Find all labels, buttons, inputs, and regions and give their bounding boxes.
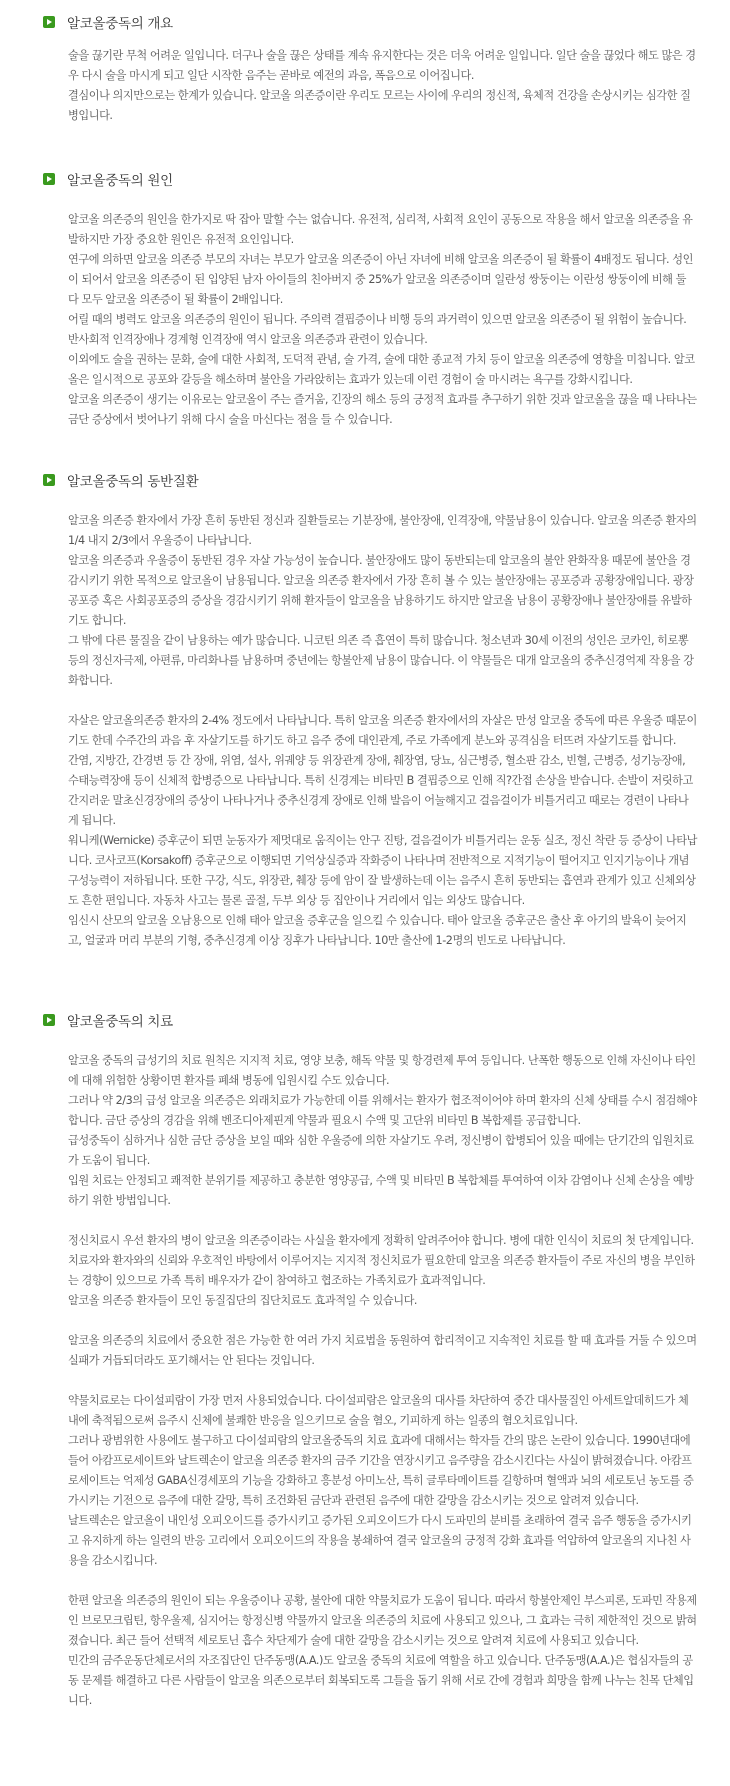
- green-arrow-bullet-icon: [43, 16, 55, 28]
- paragraph: 그러나 광범위한 사용에도 불구하고 다이설피람의 알코올중독의 치료 효과에 대해서는 학자들 간의 많은 논란이 있습니다. 1990년대에 들어 아캄프로세이트와 날트렉손이 알코올 의존증 환자의 금주 기간을 연장시키고 음주량을 감소시킨다는 사실이 밝혀졌습니다. 아캄프로세이트는 억제성 GABA신경세포의 기능을 강화하고 흥분성 아미노산, 특히 글루타메이트를 길항하며 혈액과 뇌의 세로토닌 농도를 증가시키는 기전으로 음주에 대한 갈망, 특히 조건화된 금단과 관련된 음주에 대한 갈망을 감소시키는 것으로 알려져 있습니다.: [68, 1434, 694, 1507]
- paragraph-gap: [68, 691, 698, 711]
- paragraph-gap: [68, 1371, 698, 1391]
- paragraph: 알코올 의존증 환자에서 가장 흔히 동반된 정신과 질환들로는 기분장애, 불안장애, 인격장애, 약물남용이 있습니다. 알코올 의존증 환자의 1/4 내지 2/3에서 우울증이 나타납니다.: [68, 514, 697, 547]
- section-heading: [43, 13, 173, 31]
- paragraph: 한편 알코올 의존증의 원인이 되는 우울증이나 공황, 불안에 대한 약물치료가 도움이 됩니다. 따라서 항불안제인 부스피론, 도파민 작용제인 브로모크립틴, 항우울제, 심지어는 항정신병 약물까지 알코올 의존증의 치료에 사용되고 있으나, 그 효과는 극히 제한적인 것으로 밝혀졌습니다. 최근 들어 선택적 세로토닌 흡수 차단제가 술에 대한 갈망을 감소시키는 것으로 알려져 치료에 사용되고 있습니다.: [68, 1594, 697, 1647]
- paragraph: 간염, 지방간, 간경변 등 간 장애, 위염, 설사, 위궤양 등 위장관계 장애, 췌장염, 당뇨, 심근병증, 혈소판 감소, 빈혈, 근병증, 성기능장애, 수태능력장애 등이 신체적 합병증으로 나타납니다. 특히 신경계는 비타민 B 결핍증으로 인해 직?간접 손상을 받습니다. 손발이 저릿하고 간지러운 말초신경장애의 증상이 나타나거나 중추신경계 장애로 인해 발음이 어눌해지고 걸음걸이가 비틀거리고 때로는 경련이 나타나게 됩니다.: [68, 754, 693, 827]
- paragraph: 알코올 의존증이 생기는 이유로는 알코올이 주는 즐거움, 긴장의 해소 등의 긍정적 효과를 추구하기 위한 것과 알코올을 끊을 때 나타나는 금단 증상에서 벗어나기 위해 다시 술을 마신다는 점을 들 수 있습니다.: [68, 393, 697, 426]
- paragraph: 알코올 의존증 환자들이 모인 동질집단의 집단치료도 효과적일 수 있습니다.: [68, 1294, 418, 1307]
- paragraph: 임신시 산모의 알코올 오남용으로 인해 태아 알코올 증후군을 일으킬 수 있습니다. 태아 알코올 증후군은 출산 후 아기의 발육이 늦어지고, 얼굴과 머리 부분의 기형, 중추신경계 이상 징후가 나타납니다. 10만 출산에 1-2명의 빈도로 나타납니다.: [68, 914, 687, 947]
- paragraph: 정신치료시 우선 환자의 병이 알코올 의존증이라는 사실을 환자에게 정확히 알려주어야 합니다. 병에 대한 인식이 치료의 첫 단계입니다. 치료자와 환자와의 신뢰와 우호적인 바탕에서 이루어지는 지지적 정신치료가 필요한데 알코올 의존증 환자들이 주로 자신의 병을 부인하는 경향이 있으므로 가족 특히 배우자가 같이 참여하고 협조하는 가족치료가 효과적입니다.: [68, 1234, 695, 1287]
- paragraph-gap: [68, 1311, 698, 1331]
- paragraph: 약물치료로는 다이설피람이 가장 먼저 사용되었습니다. 다이설피람은 알코올의 대사를 차단하여 중간 대사물질인 아세트알데히드가 체내에 축적됨으로써 음주시 신체에 불쾌한 반응을 일으키므로 술을 혐오, 기피하게 하는 일종의 혐오치료입니다.: [68, 1394, 689, 1427]
- section-title: 알코올중독의 동반질환: [67, 474, 199, 490]
- paragraph-gap: [68, 1571, 698, 1591]
- paragraph: 입원 치료는 안정되고 쾌적한 분위기를 제공하고 충분한 영양공급, 수액 및 비타민 B 복합체를 투여하여 이차 감염이나 신체 손상을 예방하기 위한 방법입니다.: [68, 1174, 694, 1207]
- paragraph: 어릴 때의 병력도 알코올 의존증의 원인이 됩니다. 주의력 결핍증이나 비행 등의 과거력이 있으면 알코올 의존증이 될 위험이 높습니다. 반사회적 인격장애나 경계형 인격장애 역시 알코올 의존증과 관련이 있습니다.: [68, 313, 687, 346]
- paragraph: 알코올 의존증과 우울증이 동반된 경우 자살 가능성이 높습니다. 불안장애도 많이 동반되는데 알코올의 불안 완화작용 때문에 불안을 경감시키기 위한 목적으로 알코올이 남용됩니다. 알코올 의존증 환자에서 가장 흔히 볼 수 있는 불안장애는 공포증과 공황장애입니다. 광장공포증 혹은 사회공포증의 증상을 경감시키기 위해 환자들이 알코올을 남용하기도 하지만 알코올 남용이 공황장애나 불안장애를 유발하기도 합니다.: [68, 554, 694, 627]
- green-arrow-bullet-icon: [43, 173, 55, 185]
- paragraph: 이외에도 술을 권하는 문화, 술에 대한 사회적, 도덕적 관념, 술 가격, 술에 대한 종교적 가치 등이 알코올 의존증에 영향을 미칩니다. 알코올은 일시적으로 공포와 갈등을 해소하며 불안을 가라앉히는 효과가 있는데 이런 경험이 술 마시려는 욕구를 강화시킵니다.: [68, 353, 695, 386]
- section-title: 알코올중독의 개요: [67, 16, 173, 32]
- section-heading: [43, 1011, 173, 1029]
- paragraph: 술을 끊기란 무척 어려운 일입니다. 더구나 술을 끊은 상태를 계속 유지한다는 것은 더욱 어려운 일입니다. 일단 술을 끊었다 해도 많은 경우 다시 술을 마시게 되고 일단 시작한 음주는 곧바로 예전의 과음, 폭음으로 이어집니다.: [68, 49, 696, 82]
- paragraph-gap: [68, 1211, 698, 1231]
- section-title: 알코올중독의 치료: [67, 1014, 173, 1030]
- section-body: [68, 1051, 698, 1711]
- paragraph: 자살은 알코올의존증 환자의 2-4% 정도에서 나타납니다. 특히 알코올 의존증 환자에서의 자살은 만성 알코올 중독에 따른 우울증 때문이기도 한데 수주간의 과음 후 자살기도를 하기도 하고 음주 중에 대인관계, 주로 가족에게 분노와 공격심을 터뜨려 자살기도를 합니다.: [68, 714, 697, 747]
- green-arrow-bullet-icon: [43, 474, 55, 486]
- paragraph: 알코올 의존증의 치료에서 중요한 점은 가능한 한 여러 가지 치료법을 동원하여 합리적이고 지속적인 치료를 할 때 효과를 거둘 수 있으며 실패가 거듭되더라도 포기해서는 안 된다는 것입니다.: [68, 1334, 697, 1367]
- paragraph: 민간의 금주운동단체로서의 자조집단인 단주동맹(A.A.)도 알코올 중독의 치료에 역할을 하고 있습니다. 단주동맹(A.A.)은 협심자들의 공동 문제를 해결하고 다른 사람들이 알코올 의존으로부터 회복되도록 그들을 돕기 위해 서로 간에 경험과 희망을 함께 나누는 친목 단체입니다.: [68, 1654, 694, 1707]
- paragraph: 워니케(Wernicke) 증후군이 되면 눈동자가 제멋대로 움직이는 안구 진탕, 걸음걸이가 비틀거리는 운동 실조, 정신 착란 등 증상이 나타납니다. 코사코프(Korsakoff) 증후군으로 이행되면 기억상실증과 작화증이 나타나며 전반적으로 지적기능이 떨어지고 인지기능이나 개념 구성능력이 저하됩니다. 또한 구강, 식도, 위장관, 췌장 등에 암이 잘 발생하는데 이는 음주시 흔히 동반되는 흡연과 관계가 있고 신체외상도 흔한 편입니다. 자동차 사고는 물론 골절, 두부 외상 등 집안이나 거리에서 입는 외상도 많습니다.: [68, 834, 698, 907]
- paragraph: 연구에 의하면 알코올 의존증 부모의 자녀는 부모가 알코올 의존증이 아닌 자녀에 비해 알코올 의존증이 될 확률이 4배정도 됩니다. 성인이 되어서 알코올 의존증이 된 입양된 남자 아이들의 친아버지 중 25%가 알코올 의존증이며 일란성 쌍둥이는 이란성 쌍둥이에 비해 둘 다 모두 알코올 의존증이 될 확률이 2배입니다.: [68, 253, 693, 306]
- section-heading: [43, 170, 173, 188]
- paragraph: 그 밖에 다른 물질을 같이 남용하는 예가 많습니다. 니코틴 의존 즉 흡연이 특히 많습니다. 청소년과 30세 이전의 성인은 코카인, 히로뽕 등의 정신자극제, 아편류, 마리화나를 남용하며 중년에는 항불안제 남용이 많습니다. 이 약물들은 대개 알코올의 중추신경억제 작용을 강화합니다.: [68, 634, 694, 687]
- paragraph: 급성중독이 심하거나 심한 금단 증상을 보일 때와 심한 우울증에 의한 자살기도 우려, 정신병이 합병되어 있을 때에는 단기간의 입원치료가 도움이 됩니다.: [68, 1134, 694, 1167]
- section-heading: [43, 471, 198, 489]
- section-title: 알코올중독의 원인: [67, 173, 173, 189]
- paragraph: 그러나 약 2/3의 급성 알코올 의존증은 외래치료가 가능한데 이를 위해서는 환자가 협조적이어야 하며 환자의 신체 상태를 수시 점검해야 합니다. 금단 증상의 경감을 위해 벤조디아제핀계 약물과 필요시 수액 및 고단위 비타민 B 복합제를 공급합니다.: [68, 1094, 697, 1127]
- section-body: [68, 511, 698, 951]
- paragraph: 날트렉손은 알코올이 내인성 오피오이드를 증가시키고 증가된 오피오이드가 다시 도파민의 분비를 초래하여 결국 음주 행동을 증가시키고 유지하게 하는 일련의 반응 고리에서 오피오이드의 작용을 봉쇄하여 결국 알코올의 긍정적 강화 효과를 억압하여 알코올의 지나친 사용을 감소시킵니다.: [68, 1514, 692, 1567]
- paragraph: 알코올 의존증의 원인을 한가지로 딱 잡아 말할 수는 없습니다. 유전적, 심리적, 사회적 요인이 공동으로 작용을 해서 알코올 의존증을 유발하지만 가장 중요한 원인은 유전적 요인입니다.: [68, 213, 693, 246]
- section-body: [68, 210, 698, 430]
- paragraph: 알코올 중독의 급성기의 치료 원칙은 지지적 치료, 영양 보충, 해독 약물 및 항경련제 투여 등입니다. 난폭한 행동으로 인해 자신이나 타인에 대해 위험한 상황이면 환자를 폐쇄 병동에 입원시킬 수도 있습니다.: [68, 1054, 696, 1087]
- paragraph: 결심이나 의지만으로는 한계가 있습니다. 알코올 의존증이란 우리도 모르는 사이에 우리의 정신적, 육체적 건강을 손상시키는 심각한 질병입니다.: [68, 89, 691, 122]
- green-arrow-bullet-icon: [43, 1014, 55, 1026]
- section-body: [68, 46, 698, 126]
